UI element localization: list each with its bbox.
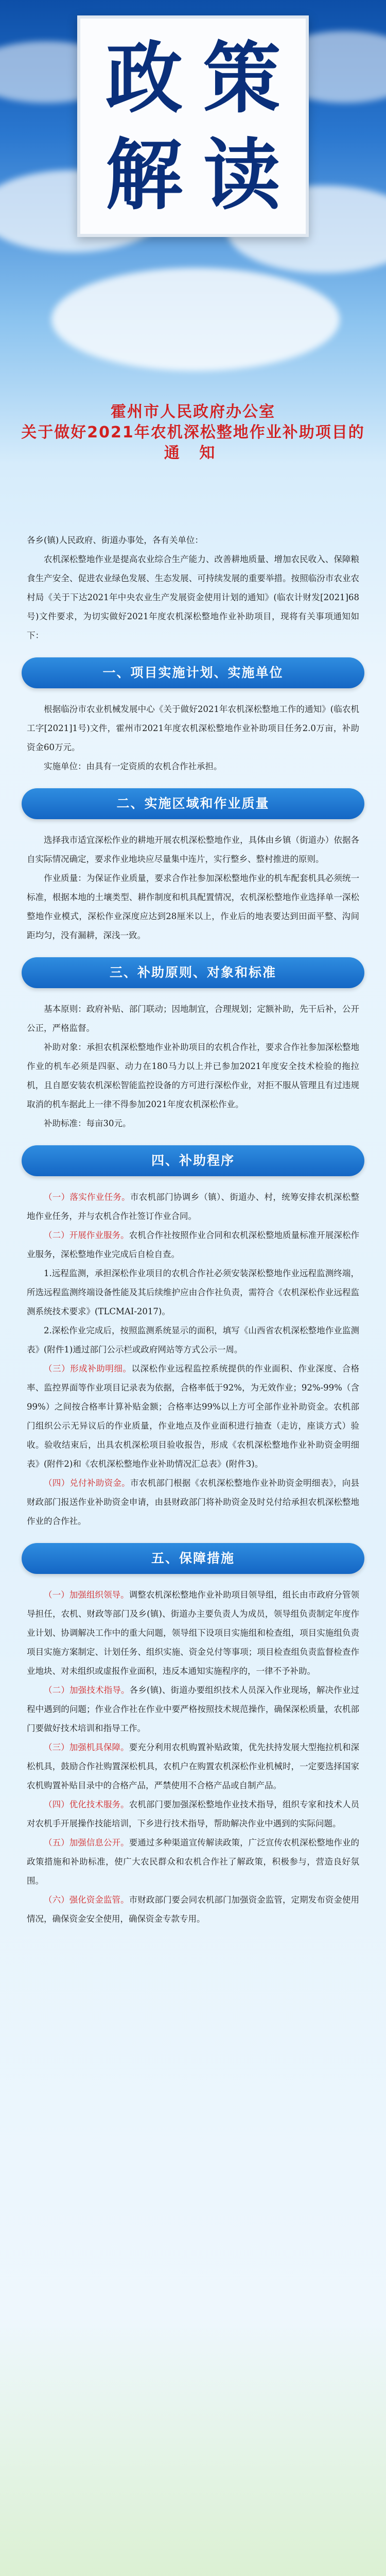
section-heading: 三、补助原则、对象和标准 <box>22 957 364 988</box>
policy-board <box>77 15 309 237</box>
item-text: 1.远程监测，承担深松作业项目的农机合作社必须安装深松整地作业远程监测终端，所选远程监测终端设备性能及其后续维护应由合作社负责，需符合《农机深松作业远程监测系统技术要求》(TLCMAI-2017)。 <box>27 1268 359 1316</box>
item-lead: （二）加强技术指导。 <box>44 1685 130 1695</box>
section-item <box>27 1795 359 1833</box>
item-text: 各乡(镇)、街道办要组织技术人员深入作业现场，解决作业过程中遇到的问题；作业合作社在作业中要严格按照技术规范操作，确保深松质量，农机部门要做好技术培训和指导工作。 <box>27 1685 360 1733</box>
item-text: 要充分利用农机购置补贴政策，优先扶持发展大型拖拉机和深松机具，鼓励合作社购置深松机具，农机户在购置农机深松作业机械时，一定要选择国家农机购置补贴目录中的合格产品，严禁使用不合格产品或自制产品。 <box>27 1742 360 1790</box>
item-lead: （三）形成补助明细。 <box>44 1364 132 1374</box>
title-subject: 关于做好2021年农机深松整地作业补助项目的 <box>21 423 365 442</box>
section-item <box>27 1833 359 1890</box>
section-paragraph: 补助对象：承担农机深松整地作业补助项目的农机合作社，要求合作社参加深松整地作业的机车必须是四驱、动力在180马力以上并已参加2021年度安全技术检验的拖拉机，且自愿安装农机深松智能监控设备的方可进行深松作业，对拒不服从管理且有过违规取消的机车据此上一律不得参加2021年度农机深松作业。 <box>27 1042 359 1109</box>
item-text: 以深松作业远程监控系统提供的作业面积、作业深度、合格率、监控界面等作业项目记录表为依据，合格率低于92%，为无效作业；92%-99%（含99%）之间按合格率计算补贴金额；合格率达99%以上方可全部作业补助资金。农机部门组织公示无异议后的作业质量，作业地点及作业面积进行抽查（走访，座谈方式）验收。验收结束后，出具农机深松项目验收报告，形成《农机深松整地作业补助资金明细表》(附件2)和《农机深松整地作业补助情况汇总表》(附件3)。 <box>27 1364 360 1469</box>
hero-banner <box>0 0 386 402</box>
section-item <box>27 1321 359 1359</box>
item-lead: （三）加强机具保障。 <box>44 1742 129 1752</box>
hero-line-1: 政策 <box>105 34 301 124</box>
section-paragraph: 选择我市适宜深松作业的耕地开展农机深松整地作业，具体由乡镇（街道办）依据各自实际情况确定，要求作业地块应尽量集中连片，实行整乡、整村推进的原则。 <box>27 835 359 864</box>
section-paragraph: 作业质量：为保证作业质量，要求合作社参加深松整地作业的机车配套机具必须统一标准，根据本地的土壤类型、耕作制度和机具配置情况，农机深松整地作业选择单一深松整地作业模式，深松作业深度应达到28厘米以上，作业后的地表要达到田面平整、沟间距均匀，没有漏耕，深浅一致。 <box>27 873 359 940</box>
item-text: 农机合作社按照作业合同和农机深松整地质量标准开展深松作业服务，深松整地作业完成后自检自查。 <box>27 1230 360 1259</box>
item-text: 农机部门要加强深松整地作业技术指导，组织专家和技术人员对农机手开展操作技能培训，下乡进行技术指导，帮助解决作业中遇到的实际问题。 <box>27 1800 360 1828</box>
title-issuer: 霍州市人民政府办公室 <box>111 403 275 421</box>
section-item <box>27 1738 359 1795</box>
item-lead: （五）加强信息公开。 <box>44 1838 129 1848</box>
section-paragraph: 基本原则：政府补贴、部门联动；因地制宜，合理规划；定额补助，先干后补，公开公正，严格监督。 <box>27 1004 359 1033</box>
section-paragraph: 实施单位：由具有一定资质的农机合作社承担。 <box>44 761 222 771</box>
section-item <box>27 1681 359 1738</box>
item-text: 市财政部门要会同农机部门加强资金监管，定期发布资金使用情况，确保资金安全使用，确保资金专款专用。 <box>27 1895 360 1924</box>
item-lead: （四）兑付补助资金。 <box>44 1478 130 1488</box>
section-item <box>27 1890 359 1928</box>
section-item <box>27 1473 359 1531</box>
greeting: 各乡(镇)人民政府、街道办事处，各有关单位： <box>27 535 203 545</box>
section-item <box>27 1359 359 1473</box>
notice-title <box>0 402 386 464</box>
title-notice: 通 知 <box>164 444 222 462</box>
item-text: 要通过多种渠道宣传解读政策，广泛宣传农机深松整地作业的政策措施和补助标准，使广大农民群众和农机合作社了解政策，积极参与，营造良好氛围。 <box>27 1838 360 1886</box>
item-lead: （六）强化资金监管。 <box>44 1895 129 1905</box>
section-heading: 一、项目实施计划、实施单位 <box>22 657 364 688</box>
hero-line-2: 解读 <box>105 131 301 221</box>
item-lead: （一）加强组织领导。 <box>44 1590 129 1600</box>
section-item <box>27 1188 359 1226</box>
item-lead: （四）优化技术服务。 <box>44 1800 129 1809</box>
item-lead: （二）开展作业服务。 <box>44 1230 129 1240</box>
section-item <box>27 1264 359 1321</box>
sections-container <box>27 657 359 1928</box>
section-heading: 四、补助程序 <box>22 1145 364 1176</box>
item-text: 调整农机深松整地作业补助项目领导组，组长由市政府分管领导担任，农机、财政等部门及乡(镇)、街道办主要负责人为成员，领导组负责制定年度作业计划、协调解决工作中的重大问题，领导组下设项目实施组和检查组，项目实施组负责项目实施方案制定、计划任务、组织实施、资金兑付等事项；项目检查组负责监督检查作业地块、对未组织或虚报作业面积，违反本通知实施程序的，一律不予补助。 <box>27 1590 360 1676</box>
section-heading: 二、实施区域和作业质量 <box>22 788 364 819</box>
section-paragraph: 根据临汾市农业机械发展中心《关于做好2021年农机深松整地工作的通知》(临农机工字[2021]1号)文件，霍州市2021年度农机深松整地作业补助项目任务2.0万亩，补助资金60万元。 <box>27 704 359 752</box>
section-item <box>27 1585 359 1681</box>
document-body <box>27 531 359 1928</box>
item-text: 市农机部门根据《农机深松整地作业补助资金明细表》，向县财政部门报送作业补助资金申请，由县财政部门将补助资金及时兑付给承担农机深松整地作业的合作社。 <box>27 1478 360 1526</box>
intro-paragraph: 农机深松整地作业是提高农业综合生产能力、改善耕地质量、增加农民收入、保障粮食生产安全、促进农业绿色发展、生态发展、可持续发展的重要举措。按照临汾市农业农村局《关于下达2021年中央农业生产发展资金使用计划的通知》(临农计财发[2021]68号)文件要求，为切实做好2021年度农机深松整地作业补助项目，现将有关事项通知如下： <box>27 554 359 640</box>
section-heading: 五、保障措施 <box>22 1543 364 1574</box>
section-paragraph: 补助标准：每亩30元。 <box>44 1118 131 1128</box>
item-text: 2.深松作业完成后，按照监测系统显示的面积，填写《山西省农机深松整地作业监测表》(附件1)通过部门公示栏或政府网站等方式公示一周。 <box>27 1326 359 1354</box>
item-lead: （一）落实作业任务。 <box>44 1192 130 1202</box>
section-item <box>27 1226 359 1264</box>
item-text: 市农机部门协调乡（镇）、街道办、村，统筹安排农机深松整地作业任务，并与农机合作社签订作业合同。 <box>27 1192 360 1221</box>
